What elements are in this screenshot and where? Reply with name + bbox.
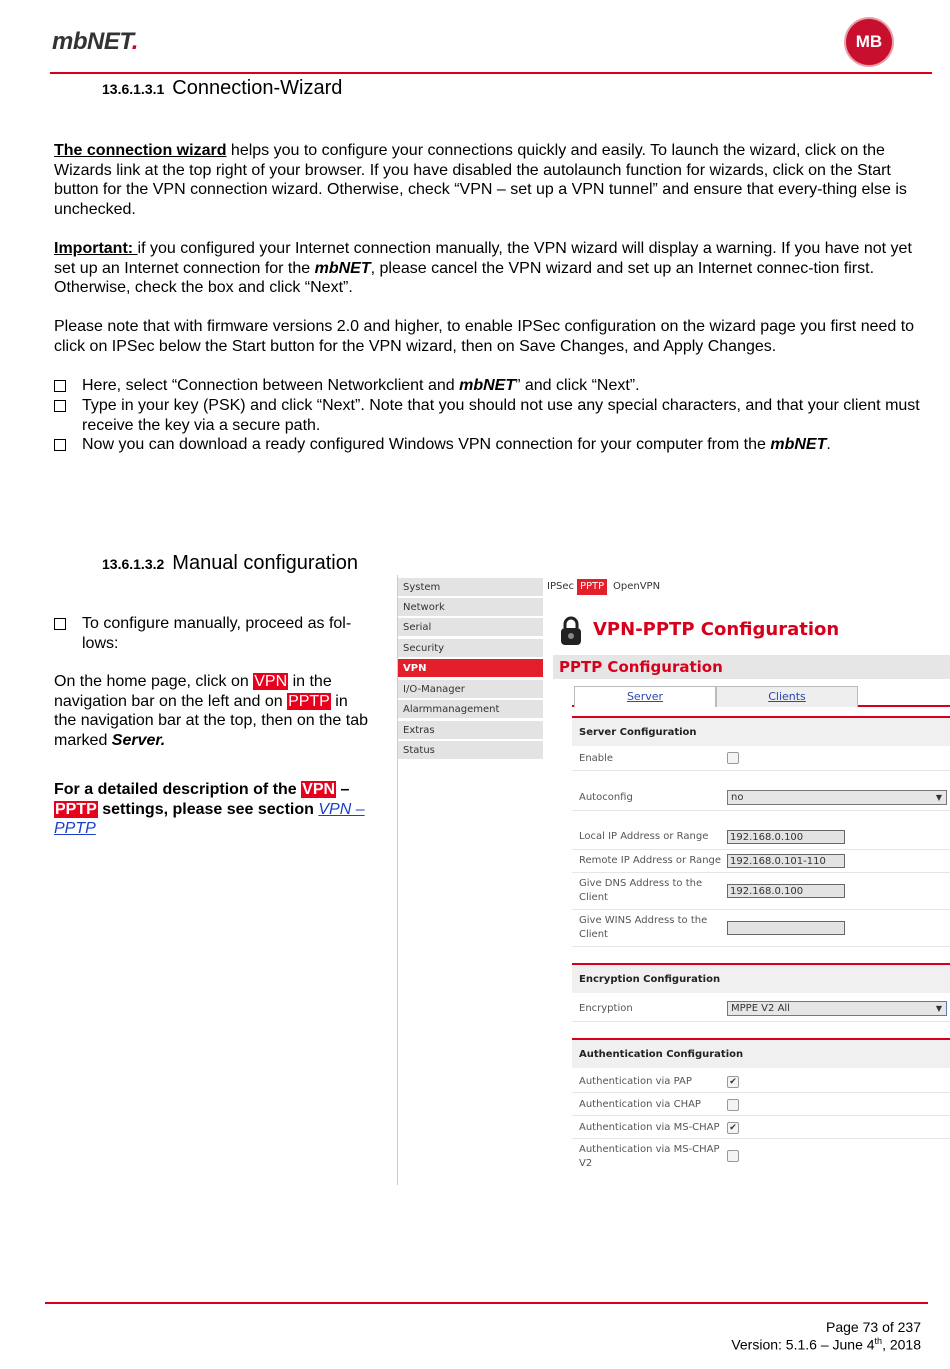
local-ip-input[interactable]: 192.168.0.100 (727, 830, 845, 844)
nav-item-status[interactable]: Status (398, 741, 543, 760)
dropdown-arrow-icon: ▼ (935, 1004, 942, 1013)
form-row-autoconfig: Autoconfig no ▼ (572, 785, 950, 811)
nav-item-security[interactable]: Security (398, 639, 543, 658)
paragraph-connection-wizard: The connection wizard helps you to configure your connections quickly and easily. To launch the wizard, click on the Wizards link at the top right of your browser. If you have disabled the autolaunch function for wizards, click on the Start button for the VPN connection wizard. Otherwise, check “VPN – set up a VPN tunnel” and ensure that every-thing else is unchecked. (54, 142, 907, 218)
list-item: Here, select “Connection between Networkclient and mbNET” and click “Next”. (54, 376, 934, 396)
nav-item-alarmmanagement[interactable]: Alarmmanagement (398, 700, 543, 719)
mb-logo-badge: MB (846, 19, 892, 65)
enable-checkbox[interactable] (727, 752, 739, 764)
paragraph-detailed-description: For a detailed description of the VPN – PPTP settings, please see section VPN – PPTP (54, 781, 365, 838)
auth-pap-checkbox[interactable]: ✔ (727, 1076, 739, 1088)
form-row-auth-chap: Authentication via CHAP (572, 1094, 950, 1116)
authentication-configuration-header: Authentication Configuration (572, 1038, 950, 1068)
vpn-pptp-section-link[interactable]: VPN – PPTP (54, 800, 365, 838)
checkbox-bullet-icon (54, 400, 66, 412)
form-row-encryption: Encryption MPPE V2 All ▼ (572, 996, 950, 1022)
config-title: VPN-PPTP Configuration (593, 619, 840, 640)
form-row-wins: Give WINS Address to the Client (572, 911, 950, 947)
form-row-dns: Give DNS Address to the Client 192.168.0.100 (572, 874, 950, 910)
section-heading-connection-wizard: 13.6.1.3.1 Connection-Wizard (102, 77, 343, 99)
form-row-auth-pap: Authentication via PAP ✔ (572, 1071, 950, 1093)
autoconfig-select[interactable]: no ▼ (727, 790, 947, 805)
nav-item-network[interactable]: Network (398, 598, 543, 617)
auth-chap-checkbox[interactable] (727, 1099, 739, 1111)
form-row-auth-mschap: Authentication via MS-CHAP ✔ (572, 1117, 950, 1139)
server-configuration-header: Server Configuration (572, 716, 950, 746)
nav-item-serial[interactable]: Serial (398, 618, 543, 637)
form-row-auth-mschap-v2: Authentication via MS-CHAP V2 (572, 1140, 950, 1174)
dns-address-input[interactable]: 192.168.0.100 (727, 884, 845, 898)
checkbox-bullet-icon (54, 618, 66, 630)
wins-address-input[interactable] (727, 921, 845, 935)
tab-pptp[interactable]: PPTP (577, 579, 607, 595)
paragraph-home-page-instructions: On the home page, click on VPN in the navigation bar on the left and on PPTP in the navigation bar at the top, then on the tab marked Server. (54, 673, 369, 749)
pptp-configuration-header: PPTP Configuration (553, 655, 950, 679)
list-item: Type in your key (PSK) and click “Next”. Note that you should not use any special characters, and that your client must receive the key via a secure path. (54, 396, 934, 435)
header-rule (50, 72, 932, 74)
encryption-select[interactable]: MPPE V2 All ▼ (727, 1001, 947, 1016)
list-item: Now you can download a ready configured Windows VPN connection for your computer from the mbNET. (54, 435, 934, 455)
tab-openvpn[interactable]: OpenVPN (613, 581, 661, 592)
nav-item-system[interactable]: System (398, 578, 543, 597)
form-row-local-ip: Local IP Address or Range 192.168.0.100 (572, 826, 950, 850)
nav-item-vpn[interactable]: VPN (398, 659, 543, 678)
list-item: To configure manually, proceed as fol-lows: (54, 614, 374, 653)
checkbox-bullet-icon (54, 439, 66, 451)
version-info: Version: 5.1.6 – June 4th, 2018 (731, 1336, 921, 1353)
auth-mschap-v2-checkbox[interactable] (727, 1150, 739, 1162)
mbnet-logo: mbNET. (52, 28, 138, 55)
paragraph-important: Important: if you configured your Internet connection manually, the VPN wizard will display a warning. If you have not yet set up an Internet connection for the mbNET, please cancel the VPN wizard and set up an Internet connec-tion first. Otherwise, check the box and click “Next”. (54, 240, 912, 297)
auth-mschap-checkbox[interactable]: ✔ (727, 1122, 739, 1134)
form-row-remote-ip: Remote IP Address or Range 192.168.0.101-110 (572, 851, 950, 873)
form-row-enable: Enable (572, 747, 950, 771)
nav-item-io-manager[interactable]: I/O-Manager (398, 680, 543, 699)
nav-item-extras[interactable]: Extras (398, 721, 543, 740)
page-number: Page 73 of 237 (826, 1319, 921, 1335)
checkbox-bullet-icon (54, 380, 66, 392)
footer-rule (45, 1302, 928, 1304)
vpn-pptp-screenshot (397, 575, 950, 1185)
section-heading-manual-configuration: 13.6.1.3.2 Manual configuration (102, 552, 358, 574)
paragraph-firmware-note: Please note that with firmware versions 2.0 and higher, to enable IPSec configuration on the wizard page you first need to click on IPSec below the Start button for the VPN wizard, then on Save Changes, and Apply Changes. (54, 318, 915, 355)
tab-clients[interactable]: Clients (716, 686, 858, 707)
remote-ip-input[interactable]: 192.168.0.101-110 (727, 854, 845, 868)
tab-ipsec[interactable]: IPSec (547, 581, 574, 592)
encryption-configuration-header: Encryption Configuration (572, 963, 950, 993)
lock-icon (558, 615, 584, 647)
dropdown-arrow-icon: ▼ (935, 793, 942, 802)
tab-server[interactable]: Server (574, 686, 716, 707)
